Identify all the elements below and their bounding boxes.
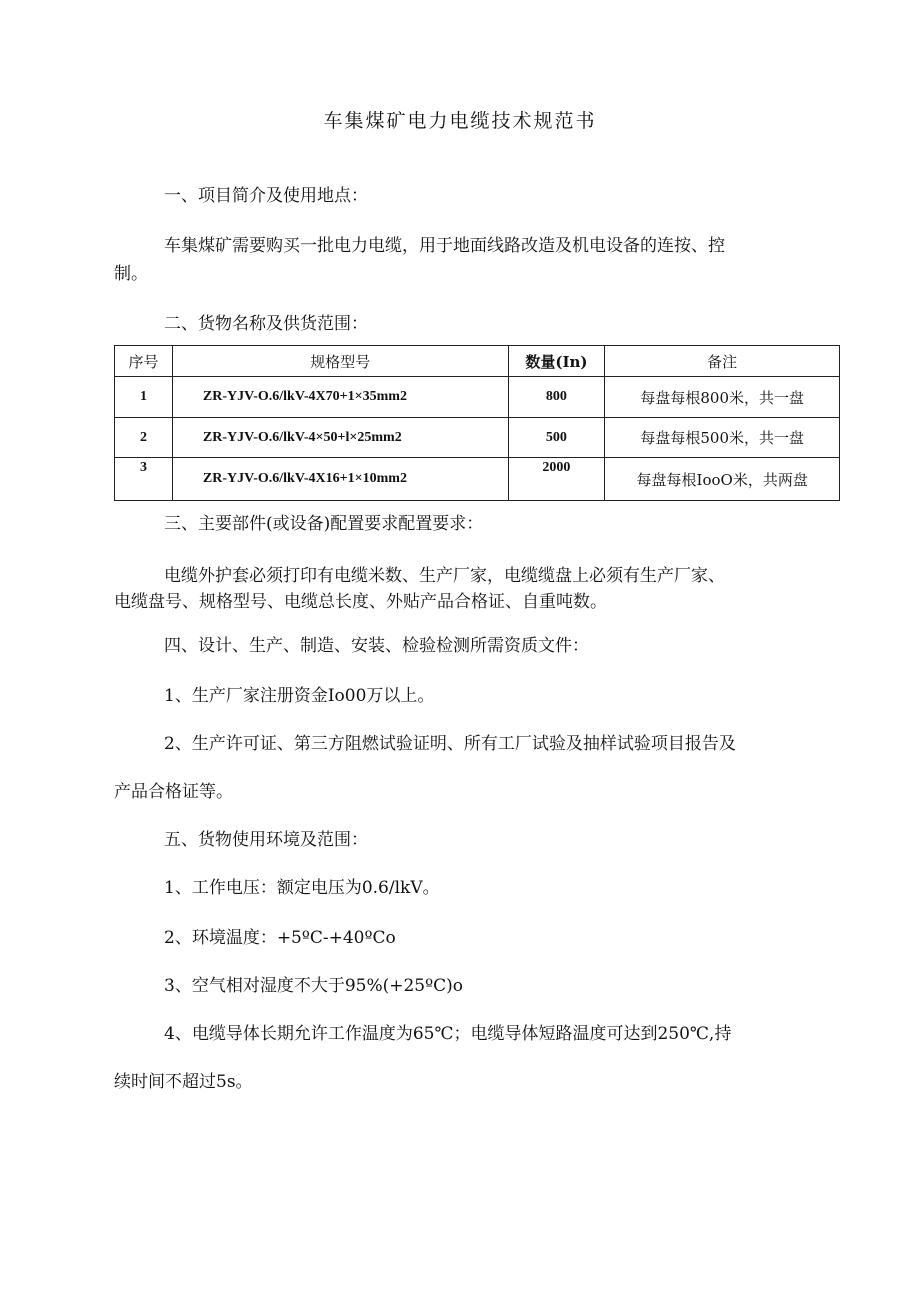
section5-item4-line2: 续时间不超过5s。 (114, 1072, 253, 1092)
section5-item1: 1、工作电压：额定电压为0.6/lkV。 (164, 878, 440, 898)
header-note: 备注 (605, 346, 840, 377)
section4-item1: 1、生产厂家注册资金Io00万以上。 (164, 686, 435, 706)
section4-item2-line2: 产品合格证等。 (114, 782, 233, 802)
section5-item3: 3、空气相对湿度不大于95%(+25ºC)o (164, 976, 463, 996)
section4-heading: 四、设计、生产、制造、安装、检验检测所需资质文件： (164, 636, 589, 656)
row-note: 每盘每根800米，共一盘 (605, 377, 840, 418)
header-seq: 序号 (115, 346, 173, 377)
section2-heading: 二、货物名称及供货范围： (164, 314, 368, 334)
section1-heading: 一、项目简介及使用地点： (164, 186, 368, 206)
section3-body-line1: 电缆外护套必须打印有电缆米数、生产厂家，电缆缆盘上必须有生产厂家、 (164, 566, 725, 586)
section5-heading: 五、货物使用环境及范围： (164, 830, 368, 850)
row-note: 每盘每根500米，共一盘 (605, 418, 840, 458)
section1-body-line2: 制。 (114, 264, 148, 284)
section3-body-line2: 电缆盘号、规格型号、电缆总长度、外贴产品合格证、自重吨数。 (114, 592, 607, 612)
table-row (115, 418, 840, 458)
section5-item4-line1: 4、电缆导体长期允许工作温度为65℃；电缆导体短路温度可达到250℃,持 (164, 1024, 732, 1044)
row-spec: ZR-YJV-O.6/lkV-4X16+1×10mm2 (172, 458, 508, 501)
row-seq: 2 (115, 418, 173, 458)
row-qty: 500 (508, 418, 605, 458)
document-title: 车集煤矿电力电缆技术规范书 (323, 110, 597, 132)
section3-heading: 三、主要部件(或设备)配置要求配置要求： (164, 514, 484, 534)
row-spec: ZR-YJV-O.6/lkV-4X70+1×35mm2 (172, 377, 508, 418)
table-row (115, 458, 840, 501)
row-seq: 1 (115, 377, 173, 418)
row-spec: ZR-YJV-O.6/lkV-4×50+l×25mm2 (172, 418, 508, 458)
table-header-row (115, 346, 840, 377)
row-qty: 2000 (508, 458, 605, 501)
header-qty: 数量(In) (508, 346, 605, 377)
header-spec: 规格型号 (172, 346, 508, 377)
table-row (115, 377, 840, 418)
row-qty: 800 (508, 377, 605, 418)
row-note: 每盘每根IooO米，共两盘 (605, 458, 840, 501)
row-seq: 3 (115, 458, 173, 501)
section5-item2: 2、环境温度：+5ºC-+40ºCo (164, 928, 396, 948)
goods-table (114, 345, 840, 501)
section1-body-line1: 车集煤矿需要购买一批电力电缆，用于地面线路改造及机电设备的连按、控 (164, 236, 725, 256)
section4-item2-line1: 2、生产许可证、第三方阻燃试验证明、所有工厂试验及抽样试验项目报告及 (164, 734, 736, 754)
